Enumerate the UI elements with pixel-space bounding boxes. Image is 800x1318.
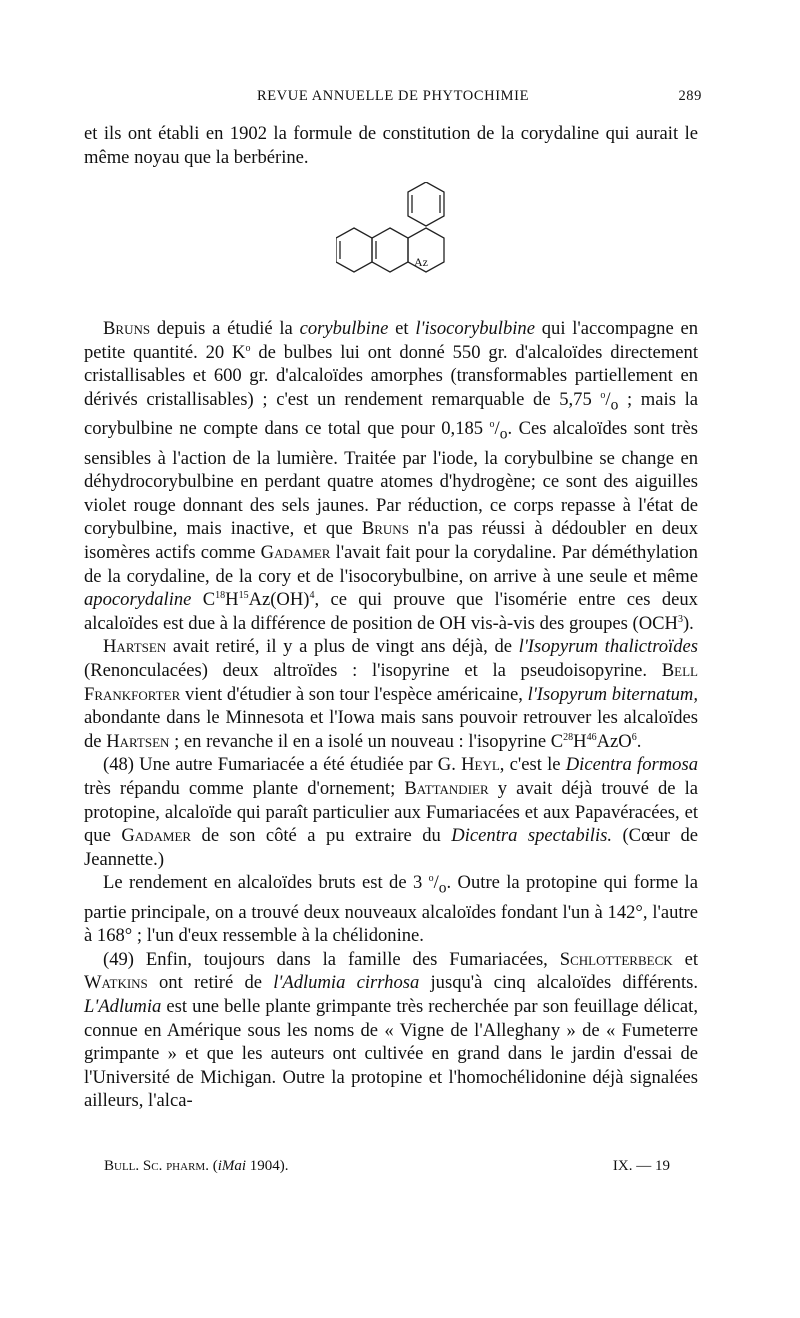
page-number: 289	[678, 88, 702, 104]
paragraph-1: et ils ont établi en 1902 la formule de constitution de la corydaline qui aurait le même noyau que la berbérine.	[84, 123, 698, 168]
running-header	[84, 88, 702, 110]
footer-signature: IX. — 19	[612, 1158, 670, 1174]
paragraph-6: (49) Enfin, toujours dans la famille des Fumariacées, Schlotterbeck et Watkins ont retiré de l'Adlumia cirrhosa jusqu'à cinq alcaloïdes différents. L'Adlumia est une belle plante grimpante très recherchée par son feuillage délicat, connue en Amérique sous les noms de « Vigne de l'Alleghany » de « Fumeterre grimpante » et que les auteurs ont cultivée en grand dans le jardin d'essai de l'Université de Michigan. Outre la protopine et l'homochélidonine déjà signalées ailleurs, l'alca-	[84, 948, 698, 1112]
paragraph-2: Bruns depuis a étudié la corybulbine et l'isocorybulbine qui l'accompagne en petite quantité. 20 $K^o$ de bulbes lui ont donné 550 gr. d'alcaloïdes directement cristallisables et 600 gr. d'alcaloïdes amorphes (transformables partiellement en dérivés cristallisables) ; c'est un rendement remarquable de 5,75 $^o/_o$ ; mais la corybulbine ne compte dans ce total que pour 0,185 $^o/_o$. Ces alcaloïdes sont très sensibles à l'action de la lumière. Traitée par l'iode, la corybulbine se change en déhydrocorybulbine en perdant quatre atomes d'hydrogène; ce sont des aiguilles violet rouge donnant des sels jaunes. Par réduction, ce corps repasse à l'état de corybulbine, mais inactive, et que Bruns n'a pas réussi à dédoubler en deux isomères actifs comme Gadamer l'avait fait pour la corydaline. Par déméthylation de la corydaline, de la cory et de l'isocorybulbine, on arrive à une seule et même apocorydaline $C^{18}H^{15}Az(OH)^4$, ce qui prouve que l'isomérie entre ces deux alcaloïdes est due à la différence de position de OH vis-à-vis des groupes (OCH$^3$).	[84, 318, 699, 634]
paragraph-3: Hartsen avait retiré, il y a plus de vingt ans déjà, de l'Isopyrum thalictroïdes (Renonculacées) deux altroïdes : l'isopyrine et la pseudoisopyrine. Bell Frankforter vient d'étudier à son tour l'espèce américaine, l'Isopyrum biternatum, abondante dans le Minnesota et l'Iowa mais sans pouvoir retrouver les alcaloïdes de Hartsen ; en revanche il en a isolé un nouveau : l'isopyrine $C^{28}H^{46}AzO^6$.	[84, 636, 698, 752]
diagram-label-az: Az	[414, 255, 428, 270]
hexagon-ring-structure	[336, 182, 446, 306]
page-footer	[104, 1158, 670, 1180]
body-text	[84, 122, 698, 1113]
running-title: REVUE ANNUELLE DE PHYTOCHIMIE	[256, 88, 530, 104]
paragraph-5: Le rendement en alcaloïdes bruts est de 3 $^o/_o$. Outre la protopine qui forme la partie principale, on a trouvé deux nouveaux alcaloïdes fondant l'un à 142°, l'autre à 168° ; l'un d'eux ressemble à la chélidonine.	[84, 872, 698, 947]
footer-citation: Bull. Sc. pharm. (iMai 1904).	[104, 1158, 289, 1174]
berberine-nucleus-diagram	[84, 182, 698, 306]
paragraph-4: (48) Une autre Fumariacée a été étudiée par G. Heyl, c'est le Dicentra formosa très répandu comme plante d'ornement; Battandier y avait déjà trouvé de la protopine, alcaloïde qui paraît particulier aux Fumariacées et aux Papavéracées, et que Gadamer de son côté a pu extraire du Dicentra spectabilis. (Cœur de Jeannette.)	[84, 754, 699, 870]
